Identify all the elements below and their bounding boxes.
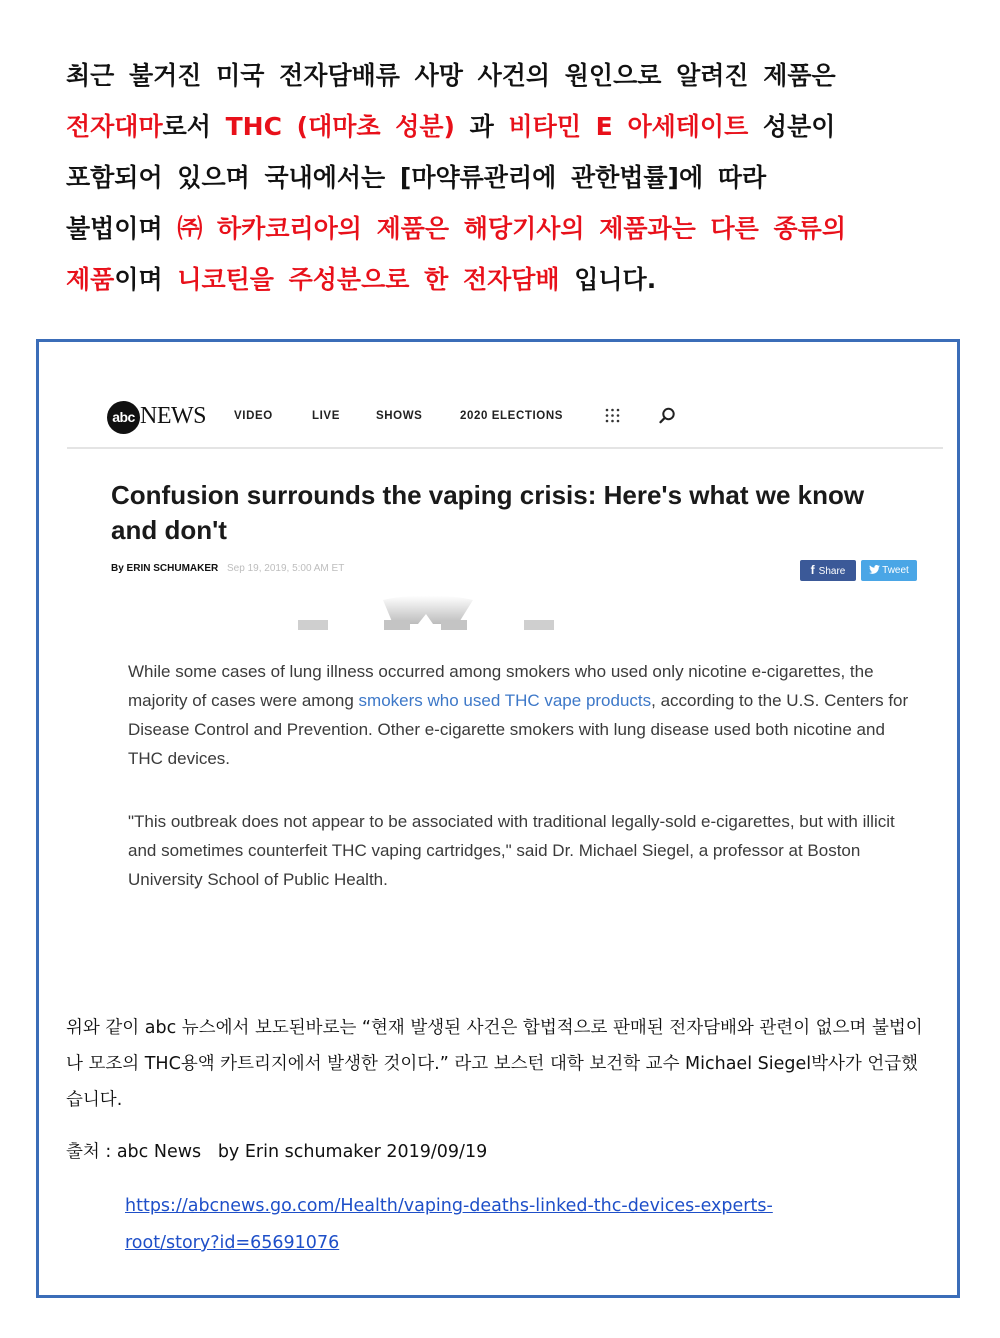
notice-line	[66, 254, 946, 305]
publish-date: Sep 19, 2019, 5:00 AM ET	[227, 563, 345, 574]
share-label: Share	[818, 566, 846, 577]
abc-news-header	[107, 395, 947, 439]
notice-segment: 포함되어 있으며 국내에서는 [마약류관리에 관한법률]에 따라	[66, 163, 767, 192]
notice-emphasis: THC (대마초 성분)	[225, 112, 455, 141]
notice-line	[66, 50, 946, 101]
notice-line	[66, 203, 946, 254]
notice-emphasis: 전자대마	[66, 112, 163, 141]
tweet-label: Tweet	[882, 565, 909, 576]
notice-emphasis: ㈜ 하카코리아의 제품은 해당기사의 제품과는 다른 종류의	[177, 214, 846, 243]
notice-segment: 입니다.	[559, 265, 657, 294]
notice-emphasis: 비타민 E 아세테이트	[508, 112, 749, 141]
author-name[interactable]: By ERIN SCHUMAKER	[111, 563, 219, 574]
twitter-bird-icon	[869, 565, 880, 574]
nav-shows[interactable]: SHOWS	[376, 410, 423, 422]
notice-segment: 로서	[162, 112, 226, 141]
facebook-share-button[interactable]	[800, 560, 856, 581]
notice-line	[66, 101, 946, 152]
source-citation: 출처 : abc News by Erin schumaker 2019/09/19	[66, 1142, 488, 1162]
article-headline: Confusion surrounds the vaping crisis: Here's what we know and don't	[111, 480, 865, 545]
notice-segment: 이며	[114, 265, 178, 294]
twitter-tweet-button[interactable]	[861, 560, 917, 581]
notice-segment: 성분이	[748, 112, 836, 141]
notice-segment: 최근 불거진 미국 전자담배류 사망 사건의 원인으로 알려진 제품은	[66, 61, 836, 90]
nav-2020-elections[interactable]: 2020 ELECTIONS	[460, 410, 563, 422]
search-icon[interactable]	[659, 407, 676, 424]
notice-segment: 불법이며	[66, 214, 178, 243]
facebook-icon: f	[810, 563, 815, 577]
article-paragraph-2: "This outbreak does not appear to be associated with traditional legally-sold e-cigarettes, but with illicit and sometimes counterfeit THC vaping cartridges," said Dr. Michael Siegel, a professor at Boston University School of Public Health.	[128, 812, 895, 889]
nav-live[interactable]: LIVE	[312, 410, 340, 422]
article-paragraph-1: While some cases of lung illness occurred among smokers who used only nicotine e-cigarettes, the majority of cases were among smokers who used THC vape products, according to the U.S. Centers for Disease Control and Prevention. Other e-cigarette smokers with lung disease used both nicotine and THC devices.	[128, 662, 909, 768]
grid-menu-icon[interactable]	[605, 408, 620, 423]
article-byline	[111, 563, 344, 574]
summary-paragraph: 위와 같이 abc 뉴스에서 보도된바로는 “현재 발생된 사건은 합법적으로 판매된 전자담배와 관련이 없으며 불법이나 모조의 THC용액 카트리지에서 발생한 것이다.” 라고 보스턴 대학 보건학 교수 Michael Siegel박사가 언급했습니다.	[66, 1018, 923, 1110]
notice-emphasis: 니코틴을 주성분으로 한 전자담배	[177, 265, 560, 294]
thc-vape-products-link[interactable]: smokers who used THC vape products	[358, 691, 652, 710]
abc-logo-word[interactable]: NEWS	[140, 403, 206, 429]
abc-logo[interactable]: abc	[107, 401, 140, 434]
cropped-video-graphic	[298, 594, 554, 632]
notice-emphasis: 제품	[66, 265, 115, 294]
notice-line	[66, 152, 946, 203]
notice-segment: 과	[454, 112, 509, 141]
nav-video[interactable]: VIDEO	[234, 410, 273, 422]
notice-text	[66, 50, 946, 305]
header-divider	[67, 447, 943, 449]
source-url-link[interactable]: https://abcnews.go.com/Health/vaping-deaths-linked-thc-devices-experts-root/story?id=65691076	[125, 1196, 773, 1253]
